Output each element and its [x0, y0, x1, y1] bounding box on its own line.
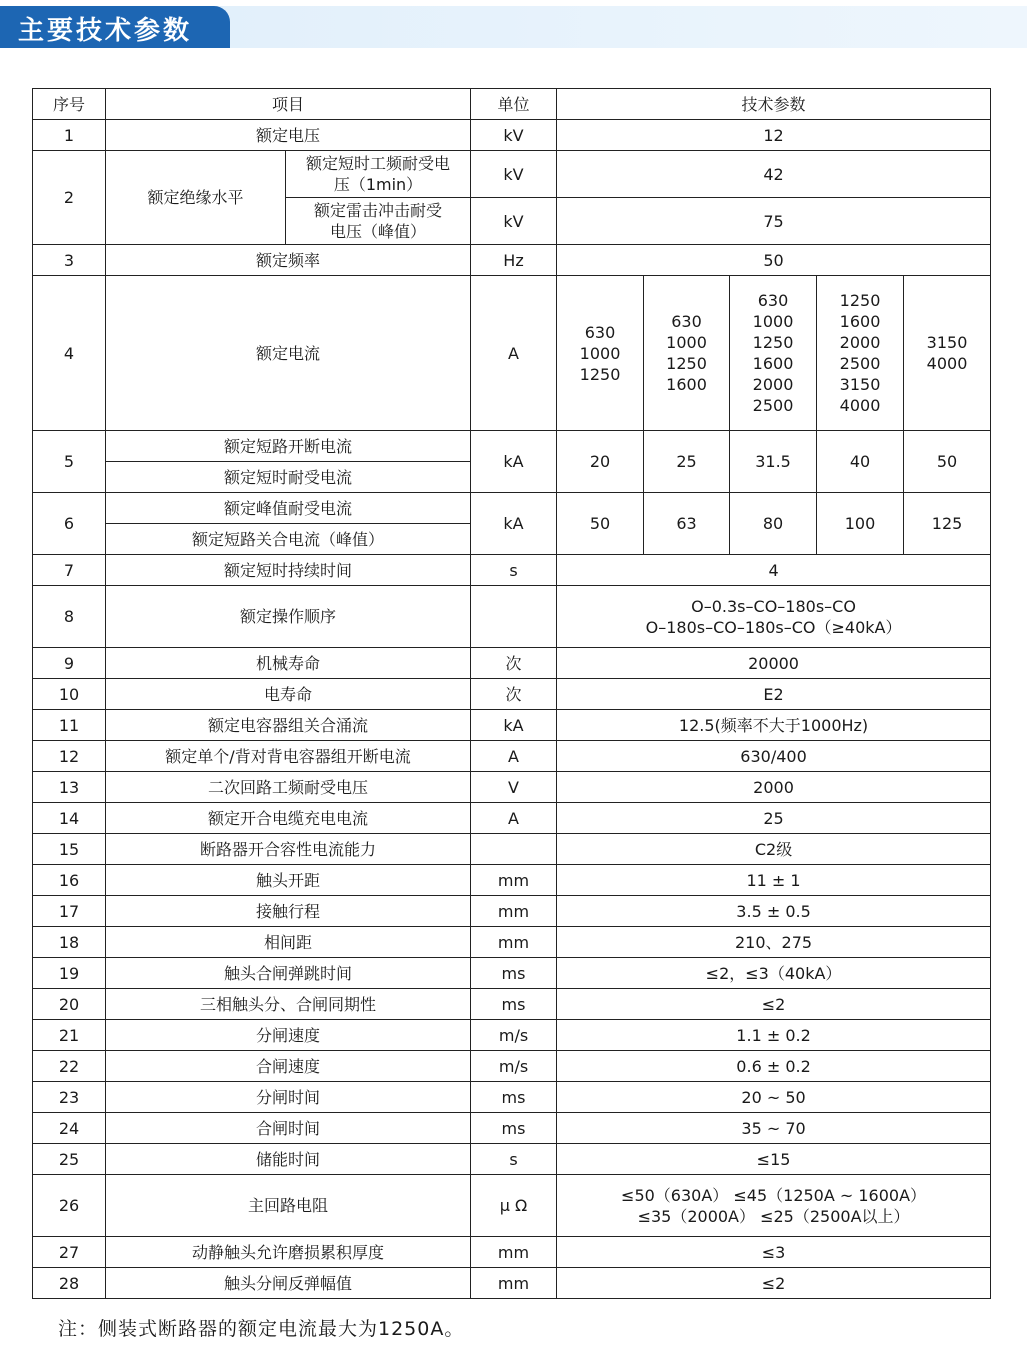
row-item: 额定峰值耐受电流 [106, 493, 471, 524]
row-value [557, 586, 991, 648]
row-value: E2 [557, 679, 991, 710]
row-value: 1.1 ± 0.2 [557, 1020, 991, 1051]
row-value: 100 [817, 493, 904, 555]
value-line: O–0.3s–CO–180s–CO [691, 596, 856, 616]
row-no: 21 [33, 1020, 106, 1051]
row-unit: kV [471, 151, 557, 198]
row-value: 4 [557, 555, 991, 586]
row-value: 63 [644, 493, 730, 555]
row-unit: A [471, 741, 557, 772]
current-value: 1250 [666, 354, 707, 373]
table-row [33, 493, 991, 524]
row-value: 35 ~ 70 [557, 1113, 991, 1144]
header-param: 技术参数 [557, 89, 991, 120]
row-unit: m/s [471, 1020, 557, 1051]
row-value: 50 [904, 431, 991, 493]
table-row [33, 586, 991, 648]
table-row [33, 927, 991, 958]
row-item: 机械寿命 [106, 648, 471, 679]
current-value: 2500 [839, 354, 881, 373]
row-value: 125 [904, 493, 991, 555]
row-item: 分闸速度 [106, 1020, 471, 1051]
row-no: 10 [33, 679, 106, 710]
table-row [33, 1051, 991, 1082]
row-no: 16 [33, 865, 106, 896]
table-header [33, 89, 991, 120]
row-item: 额定电流 [106, 276, 471, 431]
row-no: 26 [33, 1175, 106, 1237]
row-no: 17 [33, 896, 106, 927]
table-row [33, 1082, 991, 1113]
row-value: 2000 [557, 772, 991, 803]
table-row [33, 1144, 991, 1175]
section-banner [0, 6, 1027, 48]
row-unit [471, 586, 557, 648]
current-value: 630 [671, 312, 702, 331]
current-value: 3150 [926, 333, 968, 352]
row-unit: kV [471, 120, 557, 151]
row-no: 25 [33, 1144, 106, 1175]
row-no: 7 [33, 555, 106, 586]
footnote: 注：侧装式断路器的额定电流最大为1250A。 [58, 1318, 465, 1340]
row-value: 42 [557, 151, 991, 198]
row-value: ≤2 [557, 989, 991, 1020]
row-item: 额定开合电缆充电电流 [106, 803, 471, 834]
row-item: 额定频率 [106, 245, 471, 276]
row-value: 25 [644, 431, 730, 493]
row-value: 11 ± 1 [557, 865, 991, 896]
table-row [33, 245, 991, 276]
row-unit: kV [471, 198, 557, 245]
row-item: 接触行程 [106, 896, 471, 927]
current-value: 2000 [839, 333, 881, 352]
row-subitem: 额定短时工频耐受电压（1min） [286, 151, 471, 198]
row-value: C2级 [557, 834, 991, 865]
row-item: 额定单个/背对背电容器组开断电流 [106, 741, 471, 772]
current-value: 630 [584, 322, 616, 342]
header-no: 序号 [33, 89, 106, 120]
row-no: 13 [33, 772, 106, 803]
row-no: 6 [33, 493, 106, 555]
row-item: 动静触头允许磨损累积厚度 [106, 1237, 471, 1268]
row-item: 相间距 [106, 927, 471, 958]
row-unit: ms [471, 1082, 557, 1113]
row-unit: mm [471, 1237, 557, 1268]
row-no: 23 [33, 1082, 106, 1113]
row-value: 210、275 [557, 927, 991, 958]
row-item: 三相触头分、合闸同期性 [106, 989, 471, 1020]
row-item: 额定短路开断电流 [106, 431, 471, 462]
table-row [33, 741, 991, 772]
current-value: 4000 [926, 354, 968, 373]
row-no: 4 [33, 276, 106, 431]
banner-tab [0, 6, 230, 48]
current-value: 2500 [752, 396, 794, 415]
row-item: 合闸速度 [106, 1051, 471, 1082]
row-no: 20 [33, 989, 106, 1020]
row-item: 额定电容器组关合涌流 [106, 710, 471, 741]
row-item: 合闸时间 [106, 1113, 471, 1144]
row-no: 1 [33, 120, 106, 151]
row-item: 额定电压 [106, 120, 471, 151]
row-no: 8 [33, 586, 106, 648]
row-value: 0.6 ± 0.2 [557, 1051, 991, 1082]
row-value: 12.5(频率不大于1000Hz) [557, 710, 991, 741]
current-value: 2000 [752, 375, 794, 394]
row-item: 主回路电阻 [106, 1175, 471, 1237]
row-value: 25 [557, 803, 991, 834]
current-value: 4000 [839, 396, 881, 415]
row-item: 电寿命 [106, 679, 471, 710]
row-value: ≤15 [557, 1144, 991, 1175]
row-no: 5 [33, 431, 106, 493]
row-unit: 次 [471, 679, 557, 710]
row-value: ≤3 [557, 1237, 991, 1268]
table-row [33, 958, 991, 989]
row-value: 31.5 [730, 431, 817, 493]
row-unit: mm [471, 1268, 557, 1299]
row-unit: Hz [471, 245, 557, 276]
value-line: ≤50（630A） ≤45（1250A ~ 1600A） [621, 1185, 927, 1205]
table-row [33, 710, 991, 741]
row-no: 14 [33, 803, 106, 834]
table-row [33, 834, 991, 865]
row-item: 触头合闸弹跳时间 [106, 958, 471, 989]
row-value: 3.5 ± 0.5 [557, 896, 991, 927]
table-row [33, 865, 991, 896]
current-value: 1600 [839, 312, 881, 331]
row-value: 50 [557, 493, 644, 555]
row-no: 12 [33, 741, 106, 772]
current-value: 1250 [579, 364, 621, 384]
row-value: 20000 [557, 648, 991, 679]
row-no: 18 [33, 927, 106, 958]
row-no: 19 [33, 958, 106, 989]
row-no: 28 [33, 1268, 106, 1299]
row-unit: 次 [471, 648, 557, 679]
row-no: 15 [33, 834, 106, 865]
current-value: 3150 [839, 375, 881, 394]
current-value: 1250 [752, 333, 794, 352]
row-unit: s [471, 555, 557, 586]
row-item: 额定短时耐受电流 [106, 462, 471, 493]
value-line: ≤35（2000A） ≤25（2500A以上） [637, 1206, 910, 1226]
row-unit: A [471, 803, 557, 834]
row-value: ≤2 [557, 1268, 991, 1299]
table-row [33, 803, 991, 834]
row-unit: kA [471, 710, 557, 741]
table-row [33, 772, 991, 803]
row-no: 24 [33, 1113, 106, 1144]
current-value: 1000 [666, 333, 707, 352]
table-row [33, 679, 991, 710]
row-value: 20 ~ 50 [557, 1082, 991, 1113]
row-item: 额定短时持续时间 [106, 555, 471, 586]
row-unit: m/s [471, 1051, 557, 1082]
table-row [33, 120, 991, 151]
row-subitem: 额定雷击冲击耐受电压（峰值） [286, 198, 471, 245]
header-item: 项目 [106, 89, 471, 120]
row-unit: mm [471, 896, 557, 927]
table-row [33, 276, 991, 431]
row-unit: ms [471, 1113, 557, 1144]
row-item: 额定操作顺序 [106, 586, 471, 648]
row-unit: V [471, 772, 557, 803]
row-item: 分闸时间 [106, 1082, 471, 1113]
row-no: 3 [33, 245, 106, 276]
current-value: 630 [757, 291, 789, 310]
row-no: 27 [33, 1237, 106, 1268]
table-row [33, 1268, 991, 1299]
current-value: 1000 [579, 343, 621, 363]
row-no: 11 [33, 710, 106, 741]
row-unit: ms [471, 958, 557, 989]
row-item: 额定短路关合电流（峰值） [106, 524, 471, 555]
current-col-4 [817, 276, 904, 431]
current-col-2 [644, 276, 730, 431]
row-item: 二次回路工频耐受电压 [106, 772, 471, 803]
current-value: 1250 [839, 291, 881, 310]
row-value [557, 1175, 991, 1237]
row-item: 触头开距 [106, 865, 471, 896]
row-value: 50 [557, 245, 991, 276]
table-row [33, 431, 991, 462]
table-row [33, 648, 991, 679]
table-row [33, 989, 991, 1020]
table-row [33, 1237, 991, 1268]
current-col-5 [904, 276, 991, 431]
row-value: ≤2，≤3（40kA） [557, 958, 991, 989]
row-item: 额定绝缘水平 [106, 151, 286, 245]
row-unit: kA [471, 431, 557, 493]
current-col-3 [730, 276, 817, 431]
value-line: O–180s–CO–180s–CO（≥40kA） [645, 617, 902, 637]
table-row [33, 1113, 991, 1144]
table-row [33, 151, 991, 198]
row-value: 630/400 [557, 741, 991, 772]
row-item: 触头分闸反弹幅值 [106, 1268, 471, 1299]
table-row [33, 555, 991, 586]
row-unit: s [471, 1144, 557, 1175]
section-title: 主要技术参数 [18, 16, 193, 46]
table-row [33, 1020, 991, 1051]
row-unit: kA [471, 493, 557, 555]
header-unit: 单位 [471, 89, 557, 120]
row-no: 22 [33, 1051, 106, 1082]
row-unit: ms [471, 989, 557, 1020]
row-unit [471, 834, 557, 865]
row-value: 75 [557, 198, 991, 245]
row-value: 20 [557, 431, 644, 493]
row-no: 2 [33, 151, 106, 245]
row-no: 9 [33, 648, 106, 679]
row-value: 80 [730, 493, 817, 555]
row-item: 储能时间 [106, 1144, 471, 1175]
row-unit: mm [471, 865, 557, 896]
spec-table [32, 88, 991, 1299]
current-col-1 [557, 276, 644, 431]
row-unit: mm [471, 927, 557, 958]
row-value: 12 [557, 120, 991, 151]
table-row [33, 896, 991, 927]
current-value: 1600 [666, 375, 707, 394]
row-item: 断路器开合容性电流能力 [106, 834, 471, 865]
row-unit: μ Ω [471, 1175, 557, 1237]
table-row [33, 1175, 991, 1237]
row-value: 40 [817, 431, 904, 493]
current-value: 1000 [752, 312, 794, 331]
current-value: 1600 [752, 354, 794, 373]
row-unit: A [471, 276, 557, 431]
